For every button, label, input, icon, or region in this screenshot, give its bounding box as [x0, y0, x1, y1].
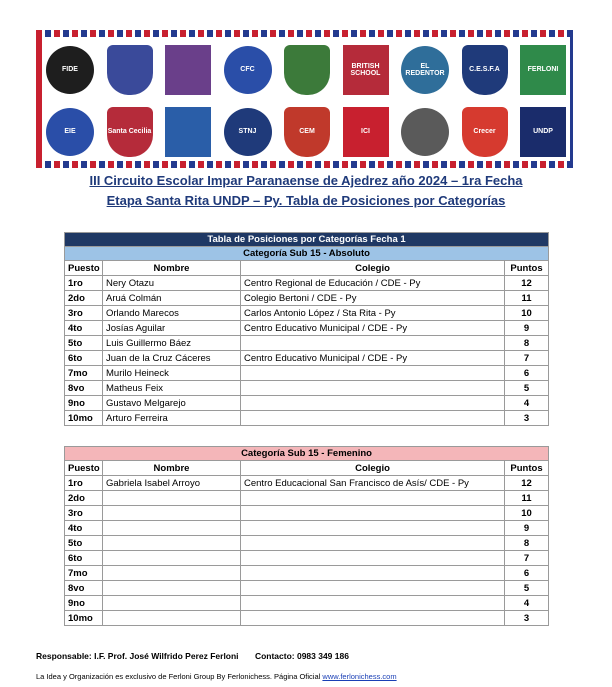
table-row	[65, 491, 549, 506]
cell-puesto: 8vo	[65, 581, 103, 596]
header-puntos: Puntos	[505, 461, 549, 476]
cell-puesto: 8vo	[65, 381, 103, 396]
instituto-santa-cecilia-logo: Santa Cecilia	[107, 107, 153, 157]
cell-puesto: 6to	[65, 351, 103, 366]
cell-nombre	[103, 536, 241, 551]
contact-text: Contacto: 0983 349 186	[254, 651, 349, 661]
cell-colegio: Centro Regional de Educación / CDE - Py	[241, 276, 505, 291]
cell-colegio: Carlos Antonio López / Sta Rita - Py	[241, 306, 505, 321]
cell-colegio: Colegio Bertoni / CDE - Py	[241, 291, 505, 306]
cell-puntos: 12	[505, 276, 549, 291]
header-colegio: Colegio	[241, 261, 505, 276]
cell-nombre: Matheus Feix	[103, 381, 241, 396]
footer-credit	[36, 672, 397, 681]
cell-puesto: 3ro	[65, 306, 103, 321]
table-row	[65, 381, 549, 396]
cell-colegio	[241, 536, 505, 551]
table-row	[65, 506, 549, 521]
cell-puesto: 10mo	[65, 411, 103, 426]
cell-puesto: 7mo	[65, 366, 103, 381]
cell-puntos: 5	[505, 381, 549, 396]
cell-nombre	[103, 521, 241, 536]
cell-nombre	[103, 551, 241, 566]
cell-colegio	[241, 551, 505, 566]
cell-puesto: 9no	[65, 596, 103, 611]
official-site-link[interactable]: www.ferlonichess.com	[322, 672, 397, 681]
cell-nombre	[103, 566, 241, 581]
cell-puesto: 9no	[65, 396, 103, 411]
cell-colegio: Centro Educativo Municipal / CDE - Py	[241, 351, 505, 366]
el-redentor-logo: EL REDENTOR	[401, 46, 449, 94]
cell-puntos: 4	[505, 596, 549, 611]
cfc-logo: CFC	[224, 46, 272, 94]
column-header-row	[65, 261, 549, 276]
cell-puesto: 7mo	[65, 566, 103, 581]
header-puesto: Puesto	[65, 261, 103, 276]
cell-colegio	[241, 336, 505, 351]
table-row	[65, 521, 549, 536]
cell-puntos: 9	[505, 321, 549, 336]
category-title: Categoría Sub 15 - Absoluto	[65, 247, 549, 261]
ici-logo: ICI	[343, 107, 389, 157]
standings-table-femenino	[64, 446, 549, 626]
credit-text: La Idea y Organización es exclusivo de Ferloni Group By Ferlonichess. Página Oficial	[36, 672, 321, 681]
cell-puntos: 8	[505, 536, 549, 551]
table-row	[65, 321, 549, 336]
cesfa-logo: C.E.S.F.A	[462, 45, 508, 95]
cell-puesto: 1ro	[65, 476, 103, 491]
table-row	[65, 536, 549, 551]
header-colegio: Colegio	[241, 461, 505, 476]
cell-puntos: 4	[505, 396, 549, 411]
table-row	[65, 336, 549, 351]
cell-nombre	[103, 596, 241, 611]
column-header-row	[65, 461, 549, 476]
eie-logo: EIE	[46, 108, 94, 156]
cell-puesto: 10mo	[65, 611, 103, 626]
cell-puntos: 11	[505, 491, 549, 506]
table-row	[65, 566, 549, 581]
school-book-logo	[401, 108, 449, 156]
school-crest-logo	[165, 45, 211, 95]
cell-colegio	[241, 381, 505, 396]
cell-colegio	[241, 566, 505, 581]
cell-colegio	[241, 396, 505, 411]
cell-puntos: 9	[505, 521, 549, 536]
cell-nombre: Arturo Ferreira	[103, 411, 241, 426]
cell-colegio: Centro Educativo Municipal / CDE - Py	[241, 321, 505, 336]
undp-logo: UNDP	[520, 107, 566, 157]
cell-puntos: 6	[505, 366, 549, 381]
cell-puesto: 5to	[65, 536, 103, 551]
stnj-logo: STNJ	[224, 108, 272, 156]
table-row	[65, 351, 549, 366]
cell-nombre	[103, 611, 241, 626]
cell-puesto: 2do	[65, 491, 103, 506]
cell-nombre: Gustavo Melgarejo	[103, 396, 241, 411]
chess-club-logo	[284, 45, 330, 95]
cell-puesto: 6to	[65, 551, 103, 566]
page-title: III Circuito Escolar Impar Paranaense de Ajedrez año 2024 – 1ra Fecha	[89, 173, 523, 188]
cell-puntos: 12	[505, 476, 549, 491]
cell-colegio	[241, 581, 505, 596]
table-row	[65, 611, 549, 626]
header-puntos: Puntos	[505, 261, 549, 276]
cell-nombre: Murilo Heineck	[103, 366, 241, 381]
cell-puesto: 5to	[65, 336, 103, 351]
cell-puntos: 5	[505, 581, 549, 596]
table-row	[65, 551, 549, 566]
cell-puntos: 7	[505, 351, 549, 366]
colegio-cristiano-logo	[165, 107, 211, 157]
table-row	[65, 276, 549, 291]
responsable-text: Responsable: I.F. Prof. José Wilfrido Perez Ferloni	[36, 651, 239, 661]
table-row	[65, 396, 549, 411]
header-nombre: Nombre	[103, 261, 241, 276]
table-title: Tabla de Posiciones por Categorías Fecha 1	[65, 233, 549, 247]
header-puesto: Puesto	[65, 461, 103, 476]
category-row	[65, 447, 549, 461]
cell-nombre: Aruá Colmán	[103, 291, 241, 306]
footer-responsable	[36, 651, 349, 661]
cell-nombre	[103, 506, 241, 521]
crest-logo	[107, 45, 153, 95]
cell-puntos: 8	[505, 336, 549, 351]
cell-puntos: 3	[505, 411, 549, 426]
cell-puntos: 3	[505, 611, 549, 626]
ferloni-logo: FERLONI	[520, 45, 566, 95]
fide-logo: FIDE	[46, 46, 94, 94]
british-school-logo: BRITISH SCHOOL	[343, 45, 389, 95]
category-row	[65, 247, 549, 261]
table-row	[65, 596, 549, 611]
cell-colegio	[241, 491, 505, 506]
cell-puntos: 10	[505, 306, 549, 321]
cell-nombre: Orlando Marecos	[103, 306, 241, 321]
cell-puesto: 2do	[65, 291, 103, 306]
table-row	[65, 411, 549, 426]
cell-colegio: Centro Educacional San Francisco de Asís/ CDE - Py	[241, 476, 505, 491]
cell-puntos: 6	[505, 566, 549, 581]
cell-puntos: 10	[505, 506, 549, 521]
cell-colegio	[241, 596, 505, 611]
cell-nombre: Nery Otazu	[103, 276, 241, 291]
table-row	[65, 581, 549, 596]
crecer-logo: Crecer	[462, 107, 508, 157]
cem-logo: CEM	[284, 107, 330, 157]
cell-nombre: Luis Guillermo Báez	[103, 336, 241, 351]
table-title-row	[65, 233, 549, 247]
cell-colegio	[241, 611, 505, 626]
standings-table-absoluto	[64, 232, 549, 426]
cell-nombre	[103, 581, 241, 596]
sponsor-banner	[36, 30, 576, 168]
cell-nombre: Juan de la Cruz Cáceres	[103, 351, 241, 366]
table-row	[65, 476, 549, 491]
cell-puesto: 4to	[65, 321, 103, 336]
cell-puesto: 1ro	[65, 276, 103, 291]
page-subtitle: Etapa Santa Rita UNDP – Py. Tabla de Posiciones por Categorías	[106, 193, 506, 208]
table-row	[65, 366, 549, 381]
cell-colegio	[241, 366, 505, 381]
cell-nombre: Gabriela Isabel Arroyo	[103, 476, 241, 491]
cell-colegio	[241, 521, 505, 536]
cell-puntos: 7	[505, 551, 549, 566]
logo-row-bottom	[46, 103, 566, 161]
cell-puesto: 3ro	[65, 506, 103, 521]
cell-puesto: 4to	[65, 521, 103, 536]
table-row	[65, 291, 549, 306]
header-nombre: Nombre	[103, 461, 241, 476]
cell-colegio	[241, 506, 505, 521]
category-title: Categoría Sub 15 - Femenino	[65, 447, 549, 461]
cell-nombre: Josías Aguilar	[103, 321, 241, 336]
banner-inner	[42, 37, 570, 161]
cell-colegio	[241, 411, 505, 426]
cell-nombre	[103, 491, 241, 506]
table-row	[65, 306, 549, 321]
cell-puntos: 11	[505, 291, 549, 306]
logo-row-top	[46, 41, 566, 99]
